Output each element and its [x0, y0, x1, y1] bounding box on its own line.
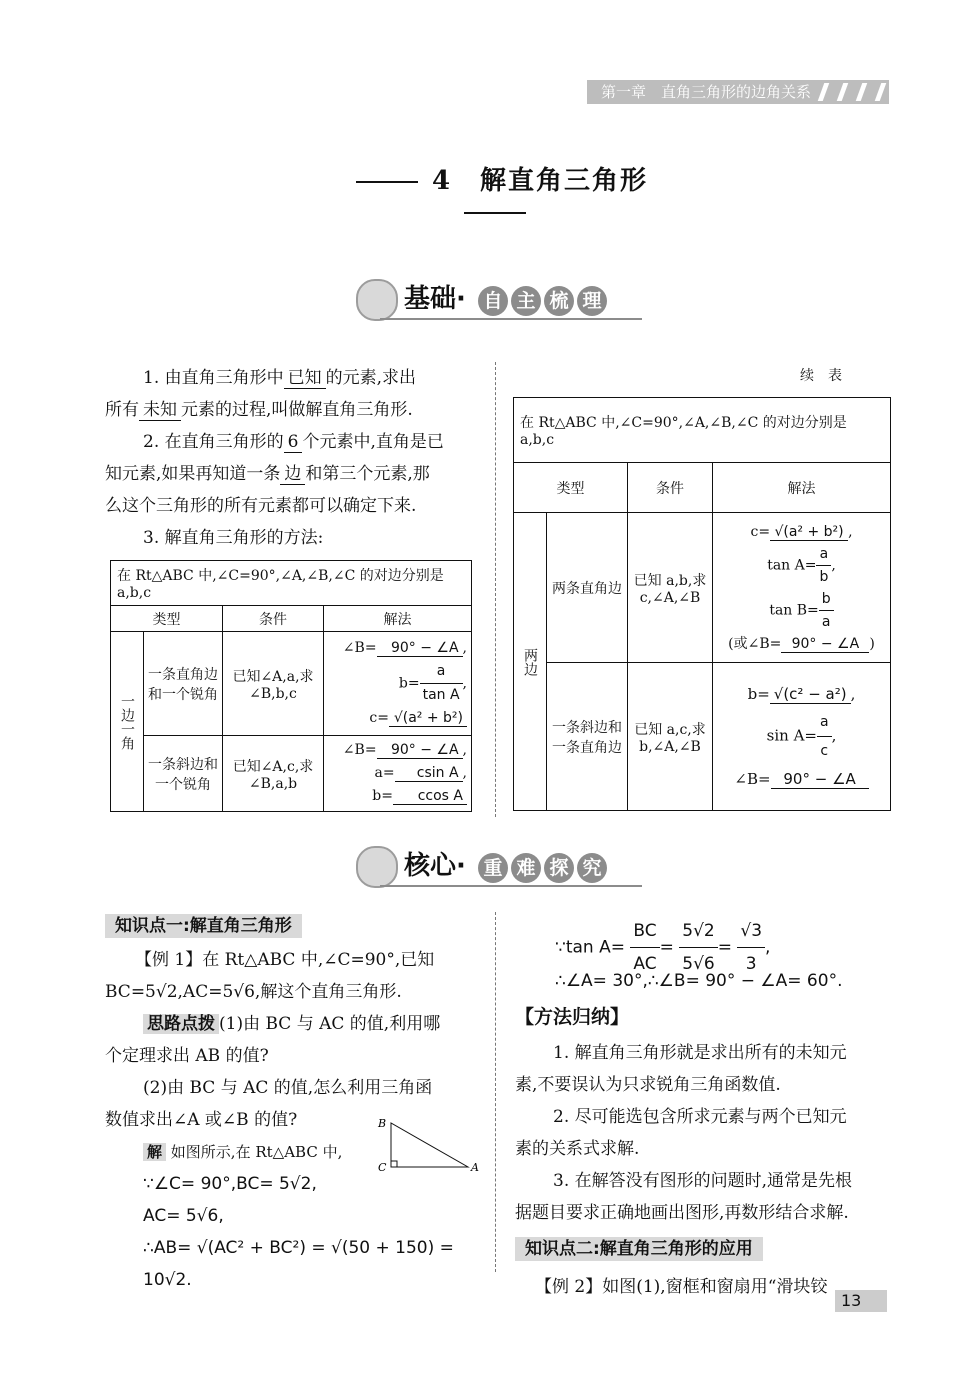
header-cond: 条件: [223, 606, 324, 632]
row-cond: 已知∠A,c,求∠B,a,b: [223, 736, 324, 812]
banner-basics: [356, 278, 607, 321]
row-type: 一条直角边和一个锐角: [144, 632, 223, 736]
method-title: 【方法归纳】: [515, 1006, 630, 1028]
row-method: b= √(c² − a²) , sin A= $\frac{a}{c}$ , ∠B= 90° − ∠A: [713, 663, 891, 811]
chapter-header-text: 第一章 直角三角形的边角关系: [601, 83, 812, 101]
triangle-figure: [376, 1115, 486, 1175]
pen-icon: [356, 846, 398, 888]
tan-equation: ∵tan A= $\frac{BC}{AC}$ = $\frac{5√2}{5√6}$ = $\frac{√3}{3}$ ,: [515, 915, 890, 965]
row-type: 一条斜边和一条直角边: [547, 663, 628, 811]
hint-tag: 思路点拨: [143, 1014, 219, 1034]
row-type: 一条斜边和一个锐角: [144, 736, 223, 812]
row-type: 两条直角边: [547, 513, 628, 663]
banner-char: 重: [478, 853, 508, 883]
header-method: 解法: [713, 463, 891, 513]
row-cond: 已知 a,b,求 c,∠A,∠B: [628, 513, 713, 663]
method-table-right: [513, 397, 891, 811]
banner-char: 自: [478, 286, 508, 316]
section-title-text: 4 解直角三角形: [431, 166, 649, 196]
banner-underline: [380, 885, 642, 887]
row-cond: 已知∠A,a,求∠B,b,c: [223, 632, 324, 736]
banner-char: 究: [577, 853, 607, 883]
continued-label: 续 表: [800, 368, 842, 384]
pen-icon: [356, 279, 398, 321]
header-type: 类型: [514, 463, 628, 513]
group-label: 一边一角: [111, 632, 144, 812]
knowledge-point-2: 知识点二:解直角三角形的应用: [515, 1237, 763, 1261]
knowledge-point-1: 知识点一:解直角三角形: [105, 914, 302, 938]
vertex-c-label: C: [378, 1161, 387, 1174]
column-divider: [495, 362, 496, 817]
solution-tag: 解: [143, 1143, 166, 1161]
banner-underline: [380, 318, 642, 320]
chapter-header: [587, 80, 889, 104]
core-right: ∵tan A= $\frac{BC}{AC}$ = $\frac{5√2}{5√6}$ = $\frac{√3}{3}$ , ∴∠A= 30°,∴∠B= 90° − ∠A= 60°. 【方法归纳】 1. 解直角三角形就是求出所有的未知元 素,不要误认为只求锐角三角函数值. 2. 尽可能选包含所求元素与两个已知元 素的关系式求解. 3. 在解答没有图形的问题时,通常是先根 据题目要求正确地画出图形,再数形结合求解. 知识点二:解直角三角形的应用 【例 2】如图(1),窗框和窗扇用“滑块铰: [515, 915, 890, 1303]
banner-basics-label: 基础: [404, 284, 457, 314]
banner-core-label: 核心: [404, 851, 457, 881]
banner-char: 主: [511, 286, 541, 316]
blank: 6: [284, 433, 303, 453]
group-label: 两边: [514, 513, 547, 811]
header-stripes: [807, 83, 883, 108]
blank: 已知: [284, 369, 326, 389]
header-method: 解法: [324, 606, 472, 632]
example-2: 【例 2】如图(1),窗框和窗扇用“滑块铰: [535, 1277, 828, 1297]
row-method: ∠B= 90° − ∠A , b= $\frac{a}{\text{tan A}}$ , c= √(a² + b²): [324, 632, 472, 736]
banner-char: 探: [544, 853, 574, 883]
vertex-b-label: B: [378, 1117, 387, 1130]
banner-char: 理: [577, 286, 607, 316]
header-type: 类型: [111, 606, 223, 632]
header-cond: 条件: [628, 463, 713, 513]
banner-char: 难: [511, 853, 541, 883]
banner-core: [356, 845, 607, 888]
row-cond: 已知 a,c,求 b,∠A,∠B: [628, 663, 713, 811]
blank: 边: [280, 465, 305, 485]
method-table-left: [110, 560, 472, 812]
page-number: 13: [835, 1290, 887, 1312]
blank: 未知: [139, 401, 181, 421]
table-caption: 在 Rt△ABC 中,∠C=90°,∠A,∠B,∠C 的对边分别是 a,b,c: [514, 398, 891, 463]
core-left: 知识点一:解直角三角形 【例 1】在 Rt△ABC 中,∠C=90°,已知 BC=5√2,AC=5√6,解这个直角三角形. 思路点拨 (1)由 BC 与 AC 的值,利用哪 个定理求出 AB 的值? (2)由 BC 与 AC 的值,怎么利用三角函 数值求出∠A 或∠B 的值? 解 如图所示,在 Rt△ABC 中, ∵∠C= 90°,BC= 5√2, AC= 5√6, ∴AB= √(AC² + BC²) = √(50 + 150) = 10√2.: [105, 910, 480, 1296]
banner-char: 梳: [544, 286, 574, 316]
row-method: ∠B= 90° − ∠A , a= csin A , b= ccos A: [324, 736, 472, 812]
column-divider: [495, 912, 496, 1272]
banner-dot: ·: [456, 284, 466, 314]
banner-dot: ·: [456, 851, 466, 881]
angles-result: ∴∠A= 30°,∴∠B= 90° − ∠A= 60°.: [555, 971, 843, 991]
basics-text: 1. 由直角三角形中 已知 的元素,求出 所有 未知 元素的过程,叫做解直角三角形. 2. 在直角三角形的 6 个元素中,直角是已 知元素,如果再知道一条 边 和第三个元素,那 么这个三角形的所有元素都可以确定下来. 3. 解直角三角形的方法:: [105, 368, 444, 548]
vertex-a-label: A: [471, 1161, 479, 1174]
table-caption: 在 Rt△ABC 中,∠C=90°,∠A,∠B,∠C 的对边分别是 a,b,c: [111, 561, 472, 606]
example-1-cont: BC=5√2,AC=5√6,解这个直角三角形.: [105, 982, 402, 1002]
row-method: c= √(a² + b²) , tan A= $\frac{a}{b}$ , tan B= $\frac{b}{a}$ (或∠B= 90° − ∠A ): [713, 513, 891, 663]
section-title: [310, 160, 680, 227]
example-1: 【例 1】在 Rt△ABC 中,∠C=90°,已知: [135, 950, 435, 970]
